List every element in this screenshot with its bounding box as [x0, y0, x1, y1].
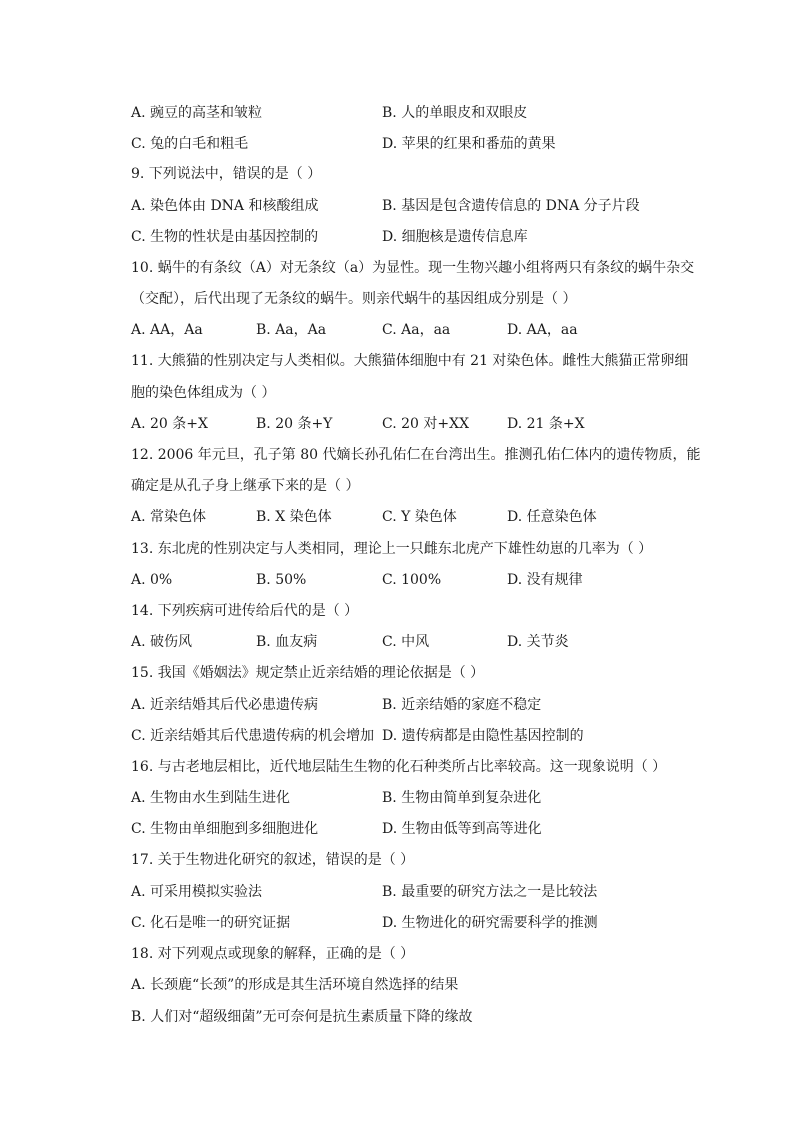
option-15c: C. 近亲结婚其后代患遗传病的机会增加 — [131, 728, 375, 744]
option-16d: D. 生物由低等到高等进化 — [382, 821, 542, 837]
option-16c: C. 生物由单细胞到多细胞进化 — [131, 821, 319, 837]
option-12d: D. 任意染色体 — [507, 509, 597, 525]
question-11-stem-line2: 胞的染色体组成为（ ） — [131, 385, 276, 401]
question-11-stem-line1: 11. 大熊猫的性别决定与人类相似。大熊猫体细胞中有 21 对染色体。雌性大熊猫正常卵细 — [131, 353, 689, 369]
option-17b: B. 最重要的研究方法之一是比较法 — [382, 884, 598, 900]
option-12b: B. X 染色体 — [256, 509, 332, 525]
option-13b: B. 50% — [256, 572, 307, 588]
option-8c: C. 兔的白毛和粗毛 — [131, 136, 249, 152]
question-12-stem-line1: 12. 2006 年元旦，孔子第 80 代嫡长孙孔佑仁在台湾出生。推测孔佑仁体内的遗传物质，能 — [131, 447, 701, 463]
question-10-stem-line1: 10. 蜗牛的有条纹（A）对无条纹（a）为显性。现一生物兴趣小组将两只有条纹的蜗牛杂交 — [131, 260, 695, 276]
question-14-stem: 14. 下列疾病可进传给后代的是（ ） — [131, 603, 359, 619]
question-15-stem: 15. 我国《婚姻法》规定禁止近亲结婚的理论依据是（ ） — [131, 665, 485, 681]
question-10-stem-line2: （交配），后代出现了无条纹的蜗牛。则亲代蜗牛的基因组成分别是（ ） — [131, 291, 577, 307]
option-11d: D. 21 条+X — [507, 416, 585, 432]
question-17-stem: 17. 关于生物进化研究的叙述，错误的是（ ） — [131, 852, 415, 868]
option-13c: C. 100% — [382, 572, 442, 588]
option-10c: C. Aa，aa — [382, 322, 451, 338]
option-11a: A. 20 条+X — [131, 416, 208, 432]
option-10d: D. AA，aa — [507, 322, 578, 338]
question-16-stem: 16. 与古老地层相比，近代地层陆生生物的化石种类所占比率较高。这一现象说明（ ） — [131, 759, 667, 775]
option-17c: C. 化石是唯一的研究证据 — [131, 915, 291, 931]
option-10b: B. Aa，Aa — [256, 322, 327, 338]
question-18-stem: 18. 对下列观点或现象的解释，正确的是（ ） — [131, 946, 415, 962]
option-14d: D. 关节炎 — [507, 634, 569, 650]
option-15a: A. 近亲结婚其后代必患遗传病 — [131, 697, 319, 713]
option-18a: A. 长颈鹿“长颈”的形成是其生活环境自然选择的结果 — [131, 977, 459, 993]
option-8a: A. 豌豆的高茎和皱粒 — [131, 105, 263, 121]
option-8b: B. 人的单眼皮和双眼皮 — [382, 105, 528, 121]
option-11c: C. 20 对+XX — [382, 416, 470, 432]
option-13a: A. 0% — [131, 572, 173, 588]
option-17a: A. 可采用模拟实验法 — [131, 884, 263, 900]
option-9d: D. 细胞核是遗传信息库 — [382, 229, 528, 245]
option-13d: D. 没有规律 — [507, 572, 583, 588]
option-9c: C. 生物的性状是由基因控制的 — [131, 229, 319, 245]
option-9b: B. 基因是包含遗传信息的 DNA 分子片段 — [382, 198, 640, 214]
option-15b: B. 近亲结婚的家庭不稳定 — [382, 697, 542, 713]
option-9a: A. 染色体由 DNA 和核酸组成 — [131, 198, 319, 214]
option-12c: C. Y 染色体 — [382, 509, 457, 525]
question-13-stem: 13. 东北虎的性别决定与人类相同，理论上一只雌东北虎产下雄性幼崽的几率为（ ） — [131, 541, 653, 557]
option-10a: A. AA，Aa — [131, 322, 203, 338]
option-18b: B. 人们对“超级细菌”无可奈何是抗生素质量下降的缘故 — [131, 1009, 473, 1025]
option-14b: B. 血友病 — [256, 634, 318, 650]
question-9-stem: 9. 下列说法中，错误的是（ ） — [131, 166, 322, 182]
question-12-stem-line2: 确定是从孔子身上继承下来的是（ ） — [131, 478, 360, 494]
option-8d: D. 苹果的红果和番茄的黄果 — [382, 136, 556, 152]
option-17d: D. 生物进化的研究需要科学的推测 — [382, 915, 598, 931]
option-16a: A. 生物由水生到陆生进化 — [131, 790, 291, 806]
option-14a: A. 破伤风 — [131, 634, 193, 650]
option-11b: B. 20 条+Y — [256, 416, 333, 432]
option-15d: D. 遗传病都是由隐性基因控制的 — [382, 728, 584, 744]
option-14c: C. 中风 — [382, 634, 430, 650]
option-12a: A. 常染色体 — [131, 509, 207, 525]
option-16b: B. 生物由简单到复杂进化 — [382, 790, 542, 806]
